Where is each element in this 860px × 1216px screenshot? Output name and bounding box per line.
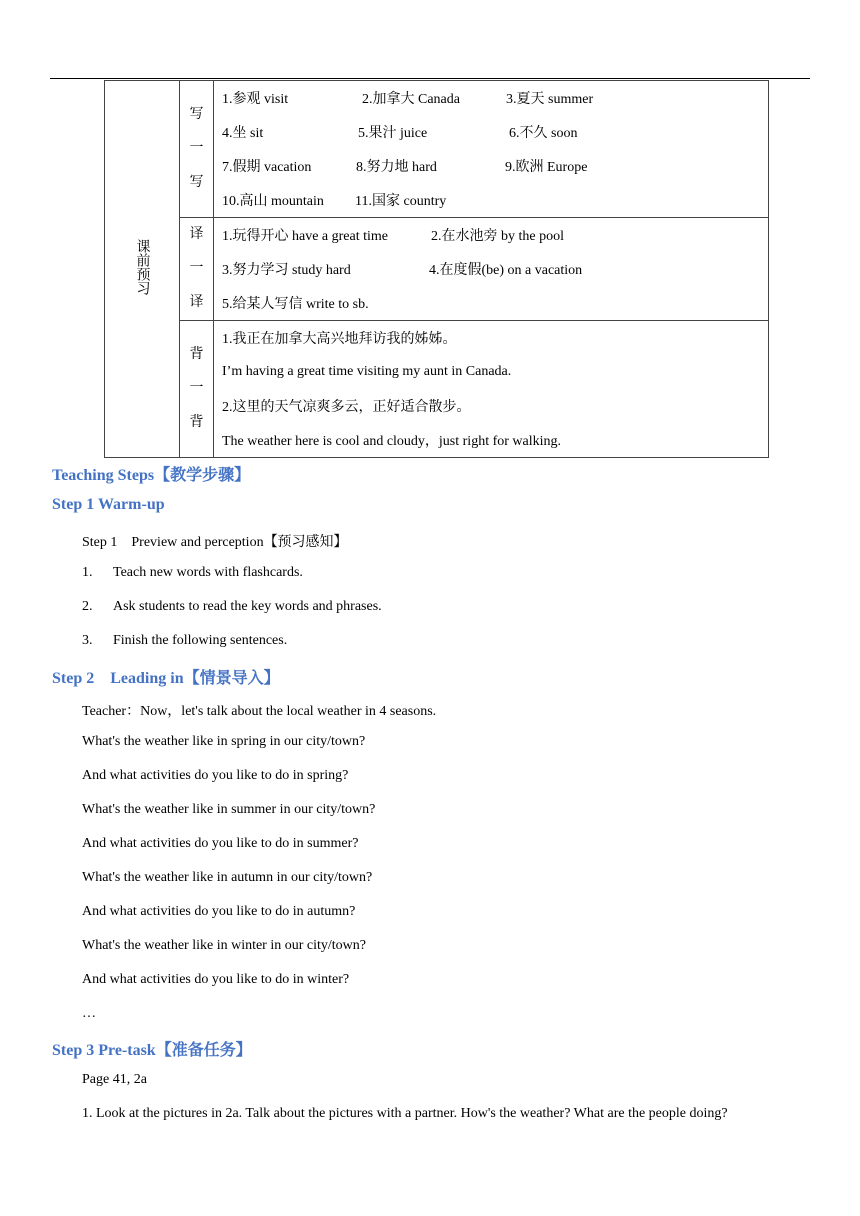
header-rule — [50, 78, 810, 79]
write-content — [214, 81, 769, 218]
step2-line: And what activities do you like to do in summer? — [82, 836, 359, 851]
step3-heading: Step 3 Pre-task【准备任务】 — [52, 1042, 252, 1059]
write-line: 7.假期 vacation 8.努力地 hard 9.欧洲 Europe — [222, 160, 588, 175]
step1-subheading: Step 1 Preview and perception【预习感知】 — [82, 535, 348, 550]
step2-line: What's the weather like in winter in our city/town? — [82, 938, 366, 953]
list-item: 3. Finish the following sentences. — [82, 633, 288, 648]
recite-line: 2.这里的天气凉爽多云，正好适合散步。 — [222, 400, 471, 415]
step1-heading: Step 1 Warm-up — [52, 496, 165, 513]
translate-content — [214, 218, 769, 321]
recite-line: I’m having a great time visiting my aunt in Canada. — [222, 364, 512, 379]
write-line: 10.高山 mountain 11.国家 country — [222, 194, 447, 209]
recite-line: 1.我正在加拿大高兴地拜访我的姊姊。 — [222, 332, 457, 347]
step3-line: Page 41, 2a — [82, 1072, 147, 1087]
recite-content — [214, 321, 769, 458]
step2-ellipsis: … — [82, 1006, 96, 1021]
step2-line: Teacher：Now，let's talk about the local weather in 4 seasons. — [82, 704, 437, 719]
translate-line: 5.给某人写信 write to sb. — [222, 297, 369, 312]
step2-line: What's the weather like in summer in our city/town? — [82, 802, 376, 817]
row-label-recite: 背 一 背 — [180, 321, 214, 458]
row-label-write: 写 一 写 — [180, 81, 214, 218]
step2-line: And what activities do you like to do in autumn? — [82, 904, 356, 919]
step2-line: What's the weather like in autumn in our city/town? — [82, 870, 373, 885]
preview-table — [104, 80, 769, 458]
step2-line: And what activities do you like to do in winter? — [82, 972, 350, 987]
translate-line: 1.玩得开心 have a great time 2.在水池旁 by the pool — [222, 229, 564, 244]
teaching-steps-heading: Teaching Steps【教学步骤】 — [52, 467, 251, 484]
step2-heading: Step 2 Leading in【情景导入】 — [52, 670, 280, 687]
step2-line: What's the weather like in spring in our city/town? — [82, 734, 366, 749]
row-label-translate: 译 一 译 — [180, 218, 214, 321]
translate-line: 3.努力学习 study hard 4.在度假(be) on a vacation — [222, 263, 583, 278]
write-line: 1.参观 visit 2.加拿大 Canada 3.夏天 summer — [222, 92, 594, 107]
list-item: 1. Teach new words with flashcards. — [82, 565, 303, 580]
step2-line: And what activities do you like to do in spring? — [82, 768, 349, 783]
section-label-preview: 课前预习 — [105, 81, 180, 458]
list-item: 2. Ask students to read the key words and phrases. — [82, 599, 382, 614]
step3-line: 1. Look at the pictures in 2a. Talk about the pictures with a partner. How's the weather? What are the people doing? — [82, 1106, 728, 1121]
write-line: 4.坐 sit 5.果汁 juice 6.不久 soon — [222, 126, 578, 141]
recite-line: The weather here is cool and cloudy，just right for walking. — [222, 434, 562, 449]
